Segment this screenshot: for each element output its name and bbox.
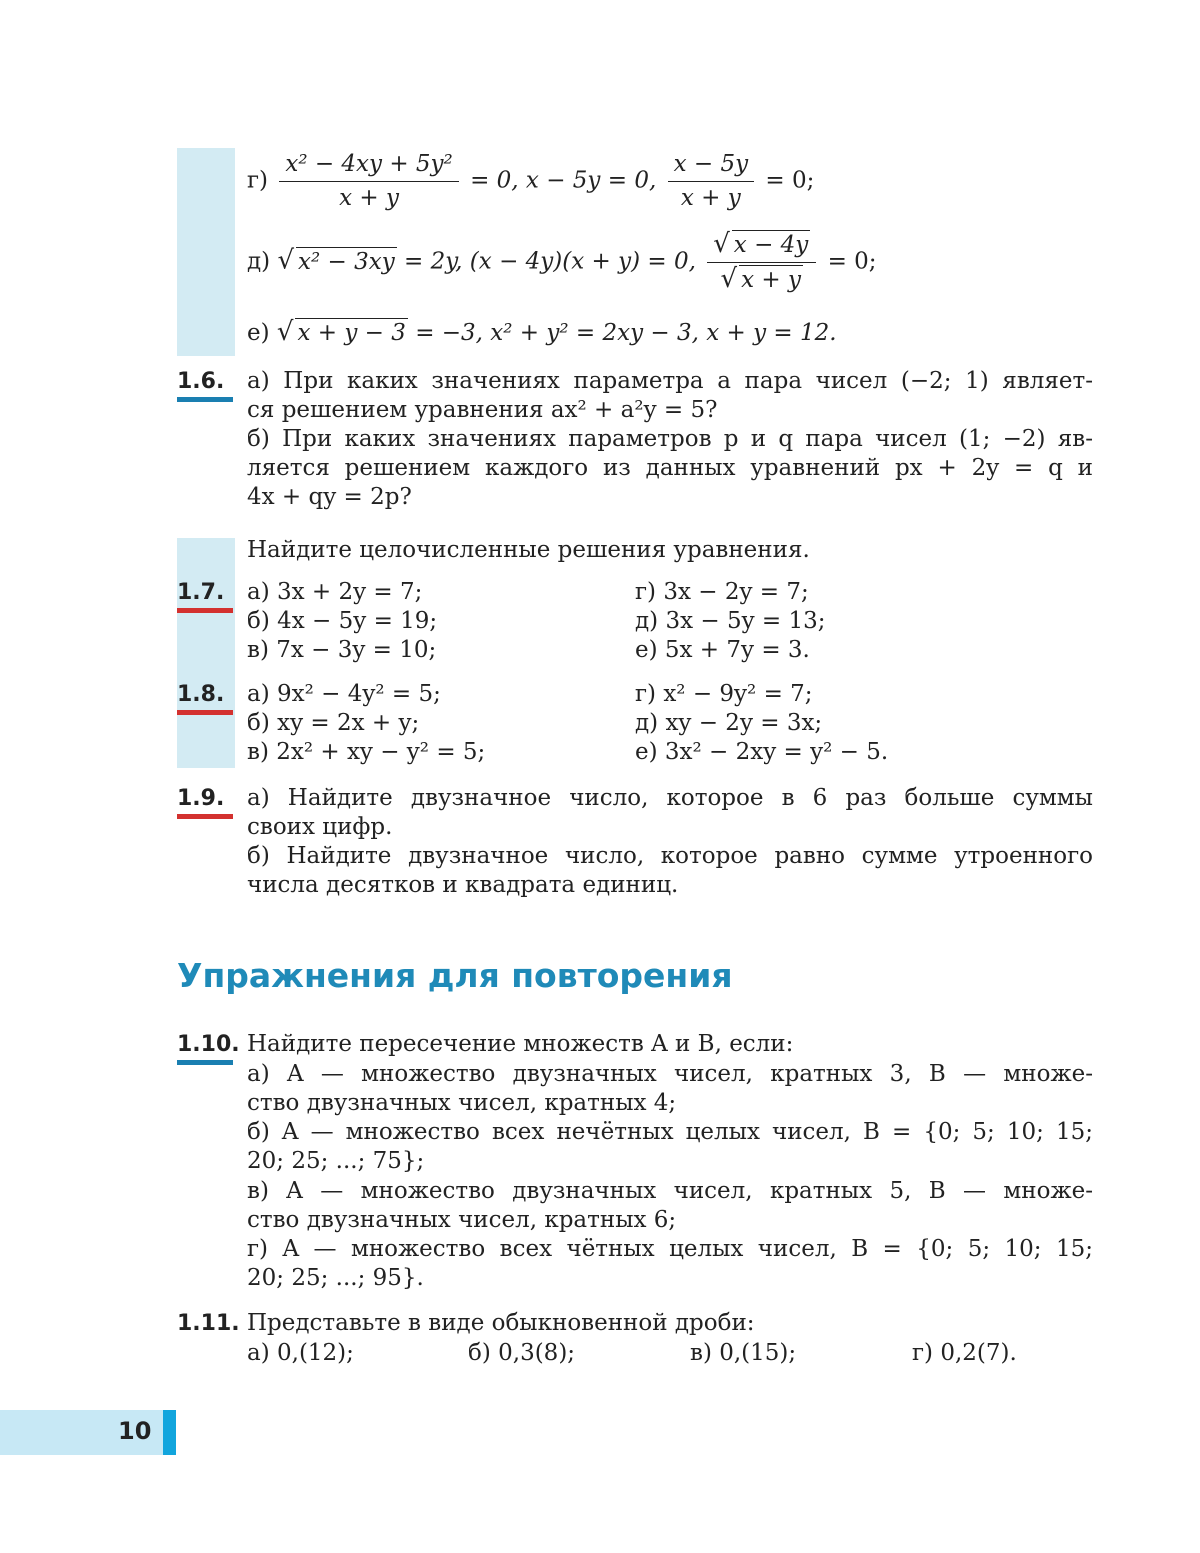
ex17-item: г) 3x − 2y = 7;	[635, 579, 809, 605]
equation-text: = 0;	[765, 167, 815, 194]
ex15-item-g	[247, 150, 814, 213]
ex111-item: г) 0,2(7).	[912, 1340, 1017, 1366]
ex110-line: г) A — множество всех чётных целых чисел, B = {0; 5; 10; 15;	[247, 1236, 1093, 1262]
sqrt-icon: √	[277, 245, 295, 276]
ex17-item: е) 5x + 7y = 3.	[635, 637, 810, 663]
ex110-line: 20; 25; ...; 75};	[247, 1148, 425, 1174]
ex16-line: ся решением уравнения ax² + a²y = 5?	[247, 397, 718, 423]
ex111-item: б) 0,3(8);	[468, 1340, 576, 1366]
ex15-item-d	[247, 230, 877, 295]
exercise-underline	[177, 710, 233, 715]
sqrt-icon: √	[276, 317, 294, 347]
ex16-line: б) При каких значениях параметров p и q пара чисел (1; −2) яв-	[247, 426, 1093, 452]
denominator: x + y	[339, 185, 399, 211]
denominator: x + y	[680, 185, 741, 211]
ex19-line: своих цифр.	[247, 814, 393, 840]
exercise-underline	[177, 397, 233, 402]
ex110-line: в) A — множество двузначных чисел, кратных 5, B — множе-	[247, 1178, 1093, 1204]
ex18-item: е) 3x² − 2xy = y² − 5.	[635, 739, 889, 765]
ex110-line: ство двузначных чисел, кратных 4;	[247, 1090, 677, 1116]
page-number: 10	[118, 1417, 152, 1445]
radicand: x + y − 3	[297, 320, 406, 346]
ex16-line: 4x + qy = 2p?	[247, 484, 412, 510]
exercise-underline	[177, 814, 233, 819]
ex110-line: б) A — множество всех нечётных целых чисел, B = {0; 5; 10; 15;	[247, 1119, 1093, 1145]
exercise-underline	[177, 1060, 233, 1065]
equation-text: = −3, x² + y² = 2xy − 3, x + y = 12.	[415, 320, 837, 346]
exercise-number: 1.8.	[177, 682, 225, 707]
item-label: д)	[247, 248, 271, 275]
margin-band-middle	[177, 538, 235, 768]
fraction	[279, 150, 458, 213]
ex16-line: а) При каких значениях параметра a пара чисел (−2; 1) являет-	[247, 368, 1093, 394]
item-label: е)	[247, 320, 270, 346]
numerator	[707, 230, 816, 263]
radicand: x² − 3xy	[298, 248, 395, 275]
ex111-title: Представьте в виде обыкновенной дроби:	[247, 1310, 755, 1336]
ex18-item: б) xy = 2x + y;	[247, 710, 420, 736]
ex16-line: ляется решением каждого из данных уравнений px + 2y = q и	[247, 455, 1093, 481]
ex111-item: в) 0,(15);	[690, 1340, 797, 1366]
equation-text: = 2y, (x − 4y)(x + y) = 0,	[404, 248, 696, 275]
ex19-line: числа десятков и квадрата единиц.	[247, 872, 679, 898]
sqrt-icon: √	[713, 229, 730, 259]
fraction	[707, 230, 816, 295]
exercise-number: 1.9.	[177, 786, 225, 811]
page-number-tab	[163, 1410, 176, 1455]
exercise-number: 1.11.	[177, 1311, 240, 1336]
ex110-line: Найдите пересечение множеств A и B, если:	[247, 1031, 794, 1057]
ex17-item: д) 3x − 5y = 13;	[635, 608, 826, 634]
radicand: x + y	[741, 267, 801, 293]
exercise-number: 1.7.	[177, 580, 225, 605]
ex18-item: а) 9x² − 4y² = 5;	[247, 681, 441, 707]
instruction-text: Найдите целочисленные решения уравнения.	[247, 537, 810, 563]
item-label: г)	[247, 167, 269, 194]
radicand: x − 4y	[733, 232, 809, 258]
ex111-item: а) 0,(12);	[247, 1340, 354, 1366]
ex19-line: а) Найдите двузначное число, которое в 6 раз больше суммы	[247, 785, 1093, 811]
ex17-item: а) 3x + 2y = 7;	[247, 579, 423, 605]
numerator: x² − 4xy + 5y²	[279, 150, 458, 182]
fraction	[668, 150, 755, 213]
ex110-line: а) A — множество двузначных чисел, кратных 3, B — множе-	[247, 1061, 1093, 1087]
denominator	[707, 263, 816, 295]
equation-text: = 0;	[827, 248, 877, 275]
numerator: x − 5y	[668, 150, 755, 182]
ex17-item: б) 4x − 5y = 19;	[247, 608, 438, 634]
exercise-number: 1.6.	[177, 369, 225, 394]
exercise-underline	[177, 608, 233, 613]
margin-band-top	[177, 148, 235, 356]
sqrt-icon: √	[720, 264, 738, 294]
ex18-item: в) 2x² + xy − y² = 5;	[247, 739, 486, 765]
ex19-line: б) Найдите двузначное число, которое равно сумме утроенного	[247, 843, 1093, 869]
ex18-item: д) xy − 2y = 3x;	[635, 710, 823, 736]
ex110-line: 20; 25; ...; 95}.	[247, 1265, 424, 1291]
ex18-item: г) x² − 9y² = 7;	[635, 681, 813, 707]
ex110-line: ство двузначных чисел, кратных 6;	[247, 1207, 677, 1233]
exercise-number: 1.10.	[177, 1032, 240, 1057]
equation-text: = 0, x − 5y = 0,	[470, 167, 657, 194]
section-title: Упражнения для повторения	[177, 956, 733, 995]
ex17-item: в) 7x − 3y = 10;	[247, 637, 437, 663]
ex15-item-e	[247, 318, 837, 348]
